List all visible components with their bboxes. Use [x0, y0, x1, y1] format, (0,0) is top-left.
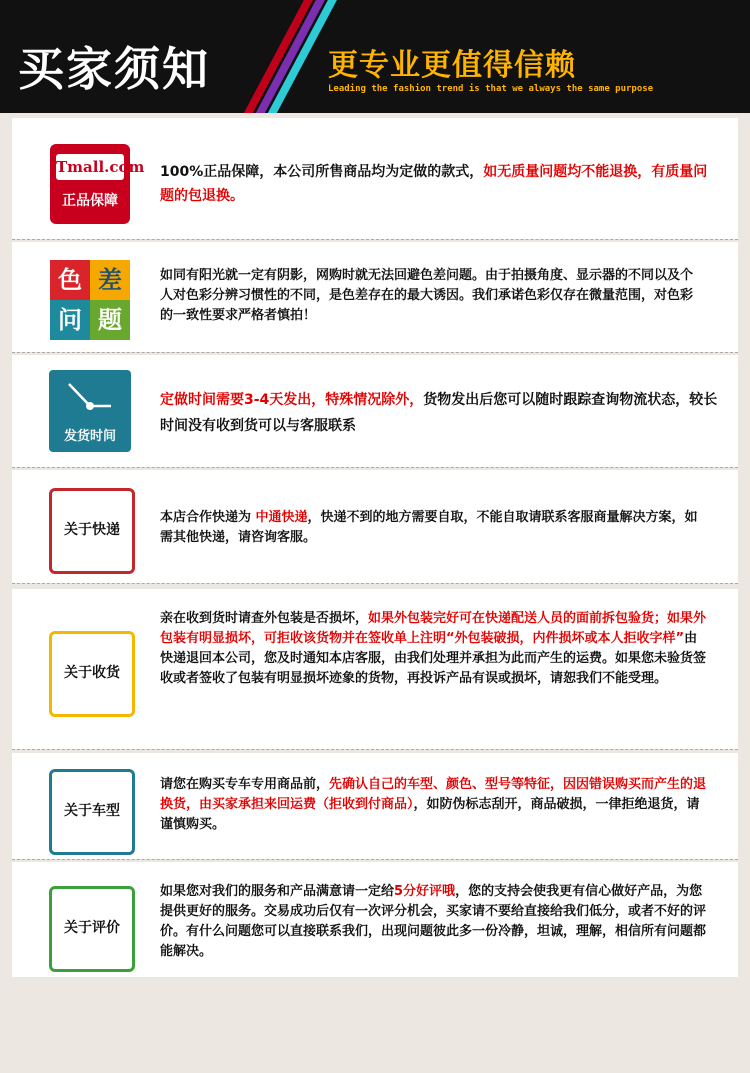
text-segment: 亲在收到货时请查外包装是否损坏， [160, 611, 369, 626]
dashed-divider [12, 239, 738, 240]
dashed-divider [12, 859, 738, 860]
text-segment-red: 定做时间需要3-4天发出，特殊情况除外， [160, 392, 424, 408]
section-text [160, 266, 705, 326]
section-text [160, 775, 710, 835]
dashed-divider [12, 749, 738, 750]
text-segment: 请您在购买专车专用商品前， [160, 777, 330, 792]
icon-label: 发货时间 [63, 429, 116, 444]
text-segment: ，快递不到的地方需要自取，不能自取请联系客服商量解决方案，如需其他快递，请咨询客服。 [160, 510, 698, 545]
text-segment-red: 中通快递 [255, 510, 308, 525]
icon-label: 关于车型 [64, 803, 120, 819]
section-authentic [12, 118, 738, 239]
section-color-difference [12, 242, 738, 352]
chroma-char: 色 [50, 260, 90, 300]
text-segment-red: 如无质量问题均不能退换，有质量问题的包退换。 [160, 164, 708, 204]
tmall-icon [50, 144, 145, 224]
section-text [160, 508, 700, 548]
slogan: 更专业更值得信赖 [328, 48, 576, 83]
section-text [160, 160, 720, 208]
text-segment: 如同有阳光就一定有阴影，网购时就无法回避色差问题。由于拍摄角度、显示器的不同以及个人对色彩分辨习惯性的不同，是色差存在的最大诱因。我们承诺色彩仅存在微量范围，对色彩的一致性要求严格者慎拍！ [160, 268, 694, 323]
section-express [12, 470, 738, 583]
icon-label: 关于收货 [64, 665, 120, 681]
section-text [160, 882, 710, 962]
text-segment: ，如防伪标志刮开，商品破损，一律拒绝退货，请谨慎购买。 [160, 797, 700, 832]
review-icon [49, 886, 135, 972]
dashed-divider [12, 352, 738, 353]
dashed-divider [12, 583, 738, 584]
page-title: 买家须知 [18, 42, 210, 96]
chroma-char: 差 [90, 260, 130, 300]
clock-hands-icon [49, 370, 131, 430]
receiving-icon [49, 631, 135, 717]
icon-label: 关于快递 [64, 522, 120, 538]
section-shipping-time [12, 355, 738, 467]
text-segment: 100%正品保障，本公司所售商品均为定做的款式， [160, 164, 484, 180]
car-model-icon [49, 769, 135, 855]
icon-label: 正品保障 [62, 193, 118, 209]
text-segment: 本店合作快递为 [160, 510, 256, 525]
slogan-subtitle: Leading the fashion trend is that we always the same purpose [328, 84, 654, 94]
text-segment: 如果您对我们的服务和产品满意请一定给 [160, 884, 395, 899]
header-banner [0, 0, 750, 113]
chroma-char: 题 [90, 300, 130, 340]
section-car-model [12, 753, 738, 859]
text-segment: ，您的支持会使我更有信心做好产品，为您提供更好的服务。交易成功后仅有一次评分机会，买家请不要给直接给我们低分，或者不好的评价。有什么问题您可以直接联系我们，出现问题彼此多一份冷静，坦诚，理解，相信所有问题都能解决。 [160, 884, 707, 959]
dashed-divider [12, 467, 738, 468]
icon-label: 关于评价 [64, 920, 120, 936]
section-text [160, 609, 710, 689]
section-receiving [12, 589, 738, 749]
text-segment-red: 先确认自己的车型、颜色、型号等特征，因因错误购买而产生的退换货，由买家承担来回运费（拒收到付商品） [160, 777, 707, 812]
section-text [160, 387, 720, 439]
text-segment: 由快递退回本公司，您及时通知本店客服，由我们处理并承担为此而产生的运费。如果您未验货签收或者签收了包装有明显损坏迹象的货物，再投诉产品有误或损坏，请恕我们不能受理。 [160, 631, 707, 686]
chroma-char: 问 [50, 300, 90, 340]
express-icon [49, 488, 135, 574]
tmall-logo: Tmall.com [56, 154, 124, 180]
section-review [12, 862, 738, 977]
text-segment-red: 5分好评哦 [394, 884, 456, 899]
text-segment: 货物发出后您可以随时跟踪查询物流状态，较长时间没有收到货可以与客服联系 [160, 392, 718, 434]
color-difference-icon [50, 260, 130, 340]
clock-icon [49, 370, 131, 452]
text-segment-red: 如果外包装完好可在快递配送人员的面前拆包验货；如果外包装有明显损坏，可拒收该货物并在签收单上注明“外包装破损，内件损坏或本人拒收字样” [160, 611, 707, 646]
